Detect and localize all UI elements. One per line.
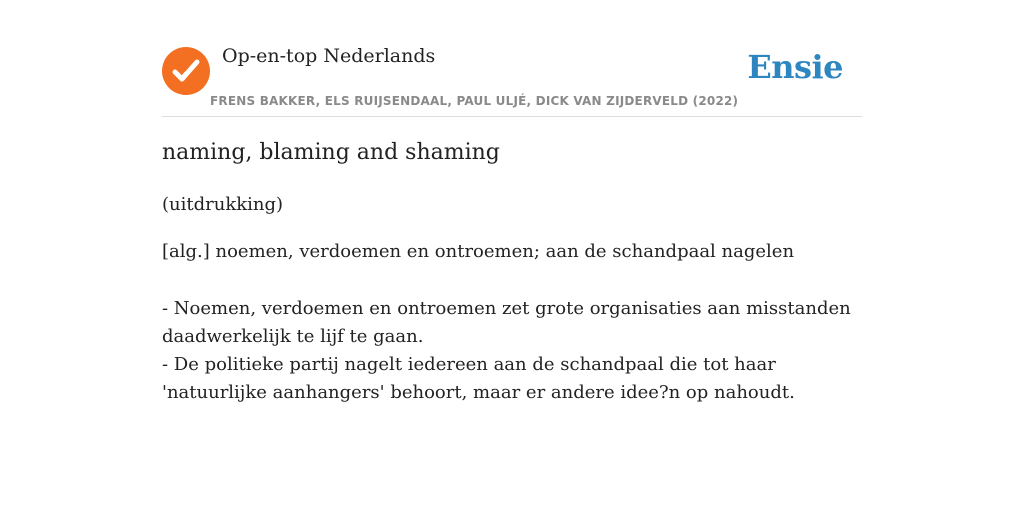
example-sentence: - Noemen, verdoemen en ontroemen zet grote organisaties aan misstanden daadwerkelijk te lijf te gaan. <box>162 298 851 347</box>
ensie-logo-link[interactable]: Ensie <box>747 48 843 86</box>
example-sentence: - De politieke partij nagelt iedereen aan de schandpaal die tot haar 'natuurlijke aanhangers' behoort, maar er andere idee?n op nahoudt. <box>162 354 795 403</box>
entry-part-of-speech: (uitdrukking) <box>162 194 284 215</box>
entry-card <box>162 0 862 512</box>
checkmark-icon <box>162 47 210 95</box>
source-badge <box>162 47 210 95</box>
entry-header <box>162 0 862 117</box>
entry-definition: [alg.] noemen, verdoemen en ontroemen; aan de schandpaal nagelen <box>162 241 795 262</box>
entry-examples <box>162 295 862 407</box>
source-title: Op-en-top Nederlands <box>222 45 436 67</box>
source-authors: FRENS BAKKER, ELS RUIJSENDAAL, PAUL ULJÉ, DICK VAN ZIJDERVELD (2022) <box>210 94 739 108</box>
entry-headword: naming, blaming and shaming <box>162 140 500 165</box>
